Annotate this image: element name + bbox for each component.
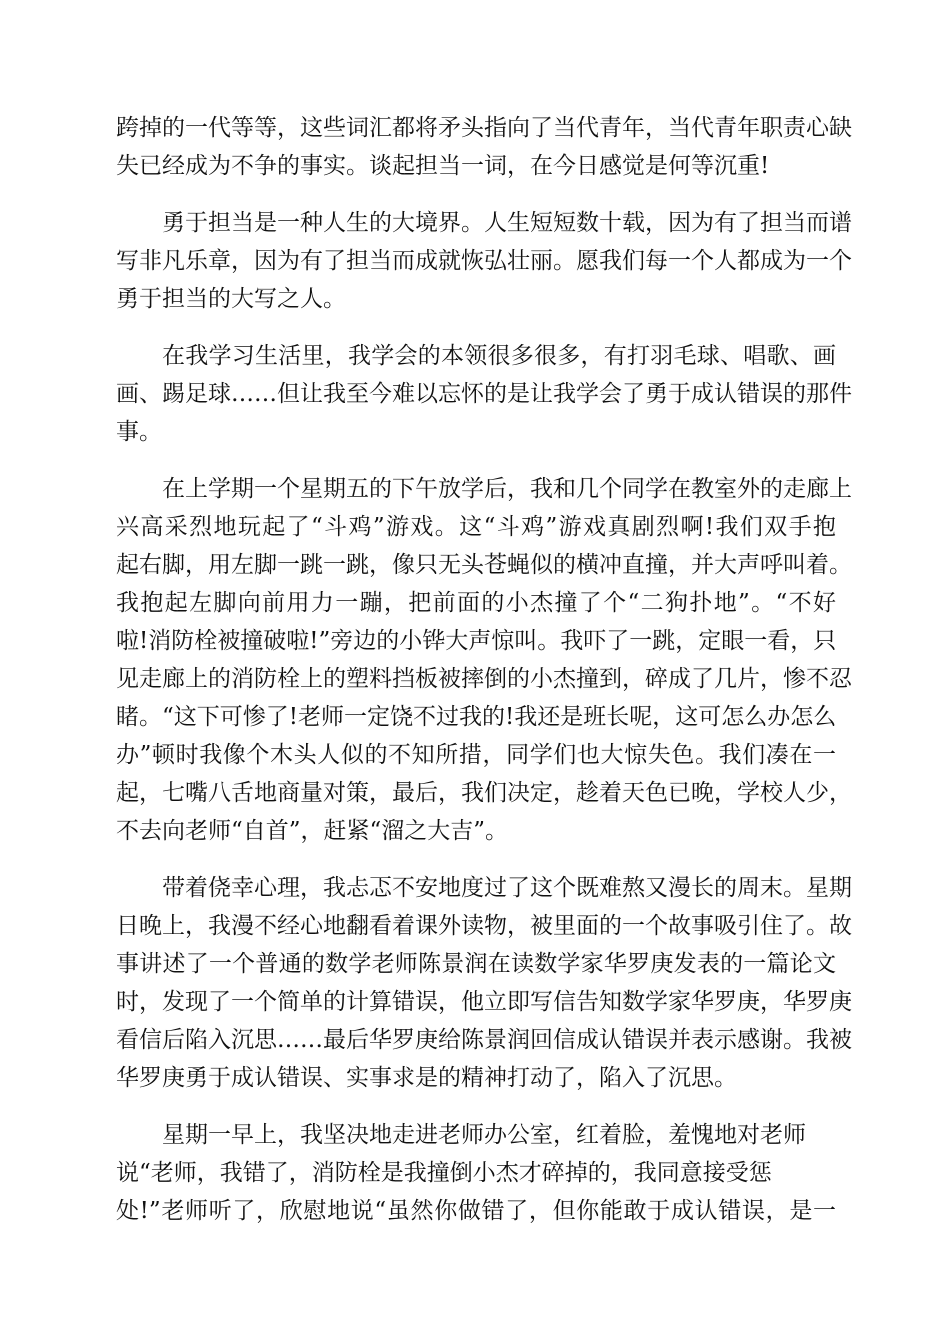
text-line: 我抱起左脚向前用力一蹦，把前面的小杰撞了个“二狗扑地”。“不好 [116, 590, 836, 616]
text-line: 时，发现了一个简单的计算错误，他立即写信告知数学家华罗庚，华罗庚 [116, 989, 852, 1015]
paragraph-3 [116, 337, 852, 451]
text-line: 失已经成为不争的事实。谈起担当一词，在今日感觉是何等沉重! [116, 153, 770, 179]
text-line: 带着侥幸心理，我忐忑不安地度过了这个既难熬又漫长的周末。星期 [162, 875, 852, 901]
paragraph-1 [116, 109, 852, 185]
text-line: 在我学习生活里，我学会的本领很多很多，有打羽毛球、唱歌、画 [162, 343, 836, 369]
text-line: 兴高采烈地玩起了“斗鸡”游戏。这“斗鸡”游戏真剧烈啊!我们双手抱 [116, 514, 836, 540]
text-line: 日晚上，我漫不经心地翻看着课外读物，被里面的一个故事吸引住了。故 [116, 913, 852, 939]
text-line: 星期一早上，我坚决地走进老师办公室，红着脸，羞愧地对老师 [162, 1122, 806, 1148]
text-line: 事。 [116, 419, 162, 445]
text-line: 写非凡乐章，因为有了担当而成就恢弘壮丽。愿我们每一个人都成为一个 [116, 248, 852, 274]
text-line: 啦!消防栓被撞破啦!”旁边的小铧大声惊叫。我吓了一跳，定眼一看，只 [116, 628, 837, 654]
text-line: 说“老师，我错了，消防栓是我撞倒小杰才碎掉的，我同意接受惩 [116, 1160, 772, 1186]
text-line: 事讲述了一个普通的数学老师陈景润在读数学家华罗庚发表的一篇论文 [116, 951, 836, 977]
paragraph-5 [116, 869, 852, 1097]
text-line: 起右脚，用左脚一跳一跳，像只无头苍蝇似的横冲直撞，并大声呼叫着。 [116, 552, 852, 578]
text-line: 在上学期一个星期五的下午放学后，我和几个同学在教室外的走廊上 [162, 476, 852, 502]
text-line: 办”顿时我像个木头人似的不知所措，同学们也大惊失色。我们凑在一 [116, 742, 836, 768]
document-body [116, 109, 852, 1249]
text-line: 画、踢足球……但让我至今难以忘怀的是让我学会了勇于成认错误的那件 [116, 381, 852, 407]
text-line: 华罗庚勇于成认错误、实事求是的精神打动了，陷入了沉思。 [116, 1065, 737, 1091]
text-line: 起，七嘴八舌地商量对策，最后，我们决定，趁着天色已晚，学校人少， [116, 780, 852, 806]
text-line: 见走廊上的消防栓上的塑料挡板被摔倒的小杰撞到，碎成了几片，惨不忍 [116, 666, 852, 692]
text-line: 处!”老师听了，欣慰地说“虽然你做错了，但你能敢于成认错误，是一 [116, 1198, 836, 1224]
text-line: 勇于担当的大写之人。 [116, 286, 346, 312]
text-line: 勇于担当是一种人生的大境界。人生短短数十载，因为有了担当而谱 [162, 210, 852, 236]
paragraph-2 [116, 204, 852, 318]
text-line: 看信后陷入沉思……最后华罗庚给陈景润回信成认错误并表示感谢。我被 [116, 1027, 852, 1053]
paragraph-6 [116, 1116, 836, 1230]
text-line: 不去向老师“自首”，赶紧“溜之大吉”。 [116, 818, 509, 844]
text-line: 睹。“这下可惨了!老师一定饶不过我的!我还是班长呢，这可怎么办怎么 [116, 704, 837, 730]
paragraph-4 [116, 470, 852, 850]
text-line: 跨掉的一代等等，这些词汇都将矛头指向了当代青年，当代青年职责心缺 [116, 115, 852, 141]
